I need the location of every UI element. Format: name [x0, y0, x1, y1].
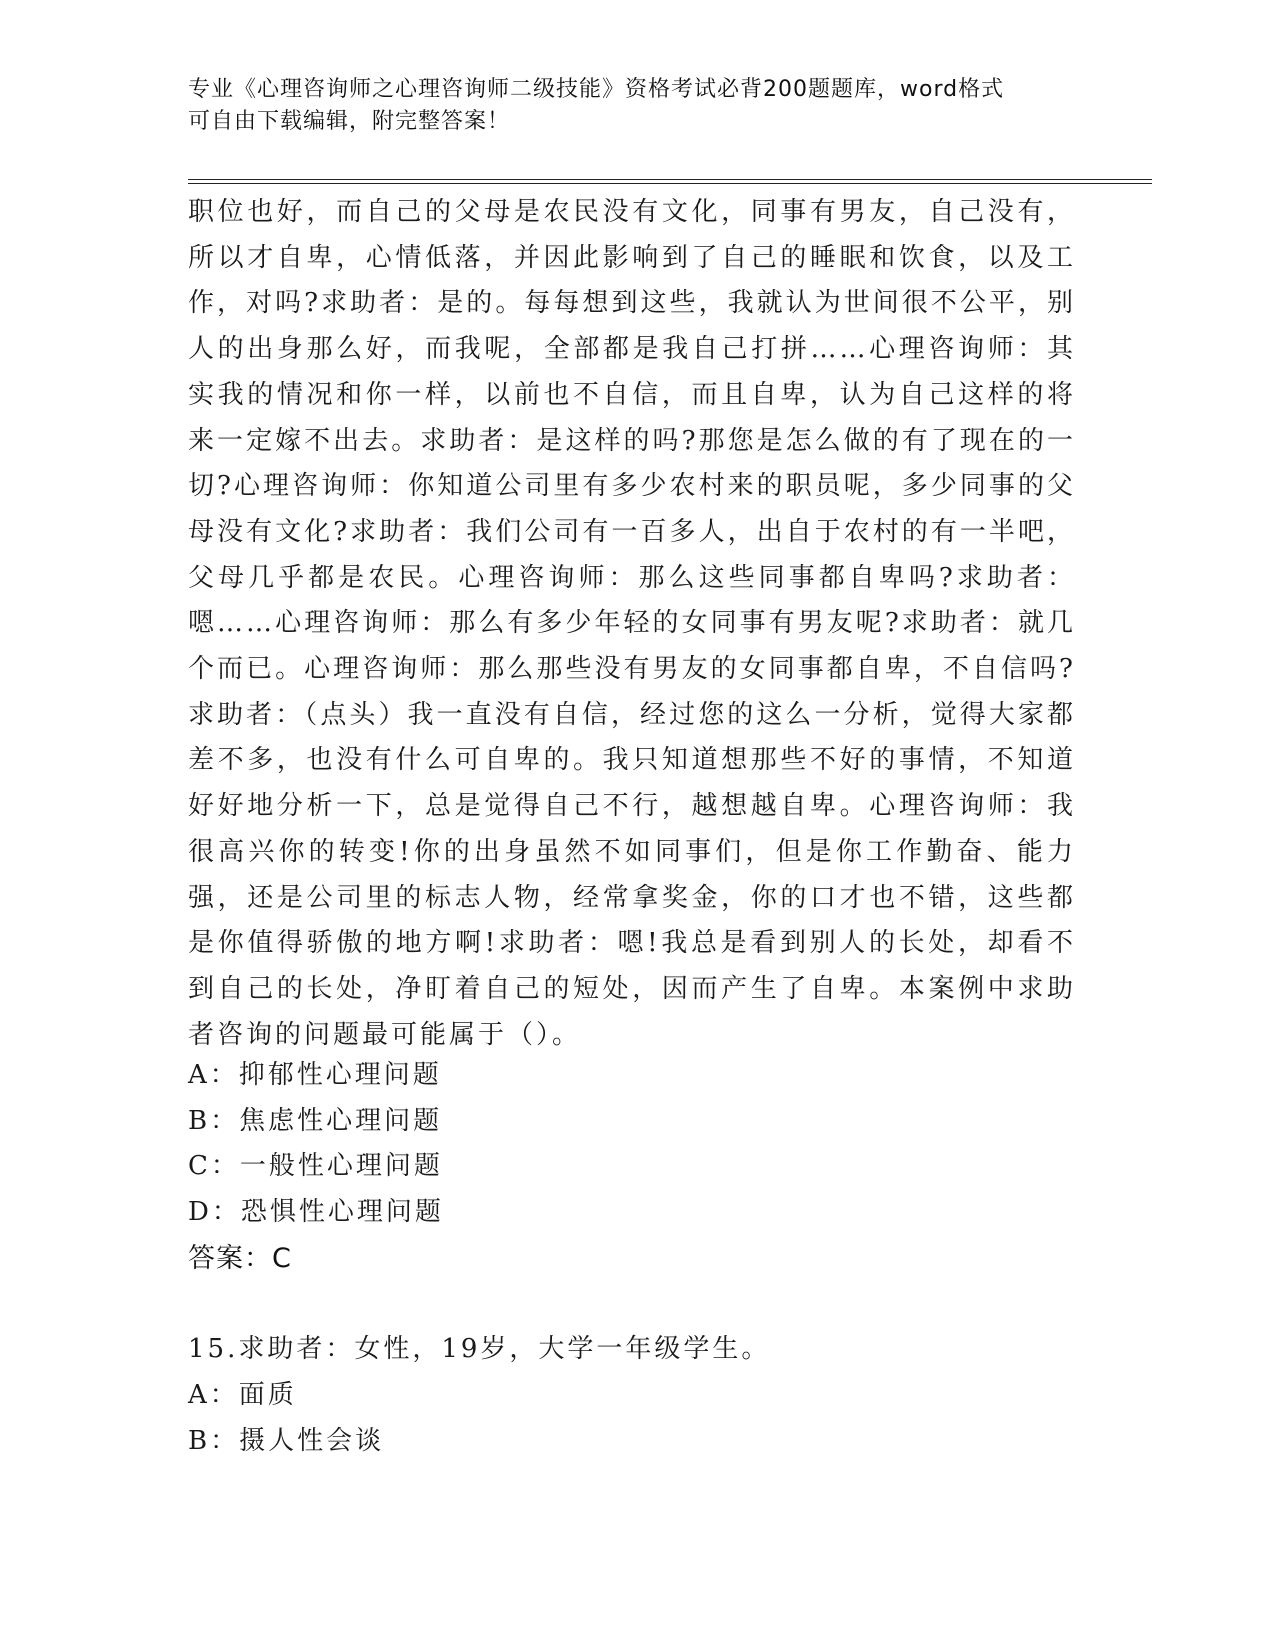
option-c: C：一般性心理问题	[188, 1151, 443, 1182]
option-b: B：摄人性会谈	[188, 1425, 385, 1456]
header-line-2: 可自由下载编辑，附完整答案！	[188, 109, 511, 134]
option-b: B：焦虑性心理问题	[188, 1105, 443, 1136]
question-14-options	[188, 1053, 788, 1236]
header-rule-top	[188, 179, 1152, 180]
option-a: A：面质	[188, 1380, 297, 1410]
option-d: D：恐惧性心理问题	[188, 1197, 444, 1228]
answer-label: 答案：C	[188, 1243, 292, 1274]
header-line-1: 专业《心理咨询师之心理咨询师二级技能》资格考试必背200题题库，word格式	[188, 77, 1005, 102]
option-a: A：抑郁性心理问题	[188, 1060, 442, 1090]
document-header	[188, 74, 1088, 138]
header-rule-bottom	[188, 183, 1152, 184]
question-15-stem: 15.求助者：女性，19岁，大学一年级学生。	[188, 1334, 771, 1364]
question-14-text: 职位也好，而自己的父母是农民没有文化，同事有男友，自己没有，所以才自卑，心情低落，并因此影响到了自己的睡眠和饮食，以及工作，对吗?求助者：是的。每每想到这些，我就认为世间很不公平，别人的出身那么好，而我呢，全部都是我自己打拼……心理咨询师：其实我的情况和你一样，以前也不自信，而且自卑，认为自己这样的将来一定嫁不出去。求助者：是这样的吗?那您是怎么做的有了现在的一切?心理咨询师：你知道公司里有多少农村来的职员呢，多少同事的父母没有文化?求助者：我们公司有一百多人，出自于农村的有一半吧，父母几乎都是农民。心理咨询师：那么这些同事都自卑吗?求助者：嗯……心理咨询师：那么有多少年轻的女同事有男友呢?求助者：就几个而已。心理咨询师：那么那些没有男友的女同事都自卑，不自信吗?求助者：（点头）我一直没有自信，经过您的这么一分析，觉得大家都差不多，也没有什么可自卑的。我只知道想那些不好的事情，不知道好好地分析一下，总是觉得自己不行，越想越自卑。心理咨询师：我很高兴你的转变!你的出身虽然不如同事们，但是你工作勤奋、能力强，还是公司里的标志人物，经常拿奖金，你的口才也不错，这些都是你值得骄傲的地方啊!求助者：嗯!我总是看到别人的长处，却看不到自己的长处，净盯着自己的短处，因而产生了自卑。本案例中求助者咨询的问题最可能属于（）。	[188, 197, 1076, 1050]
question-15-options	[188, 1373, 788, 1464]
